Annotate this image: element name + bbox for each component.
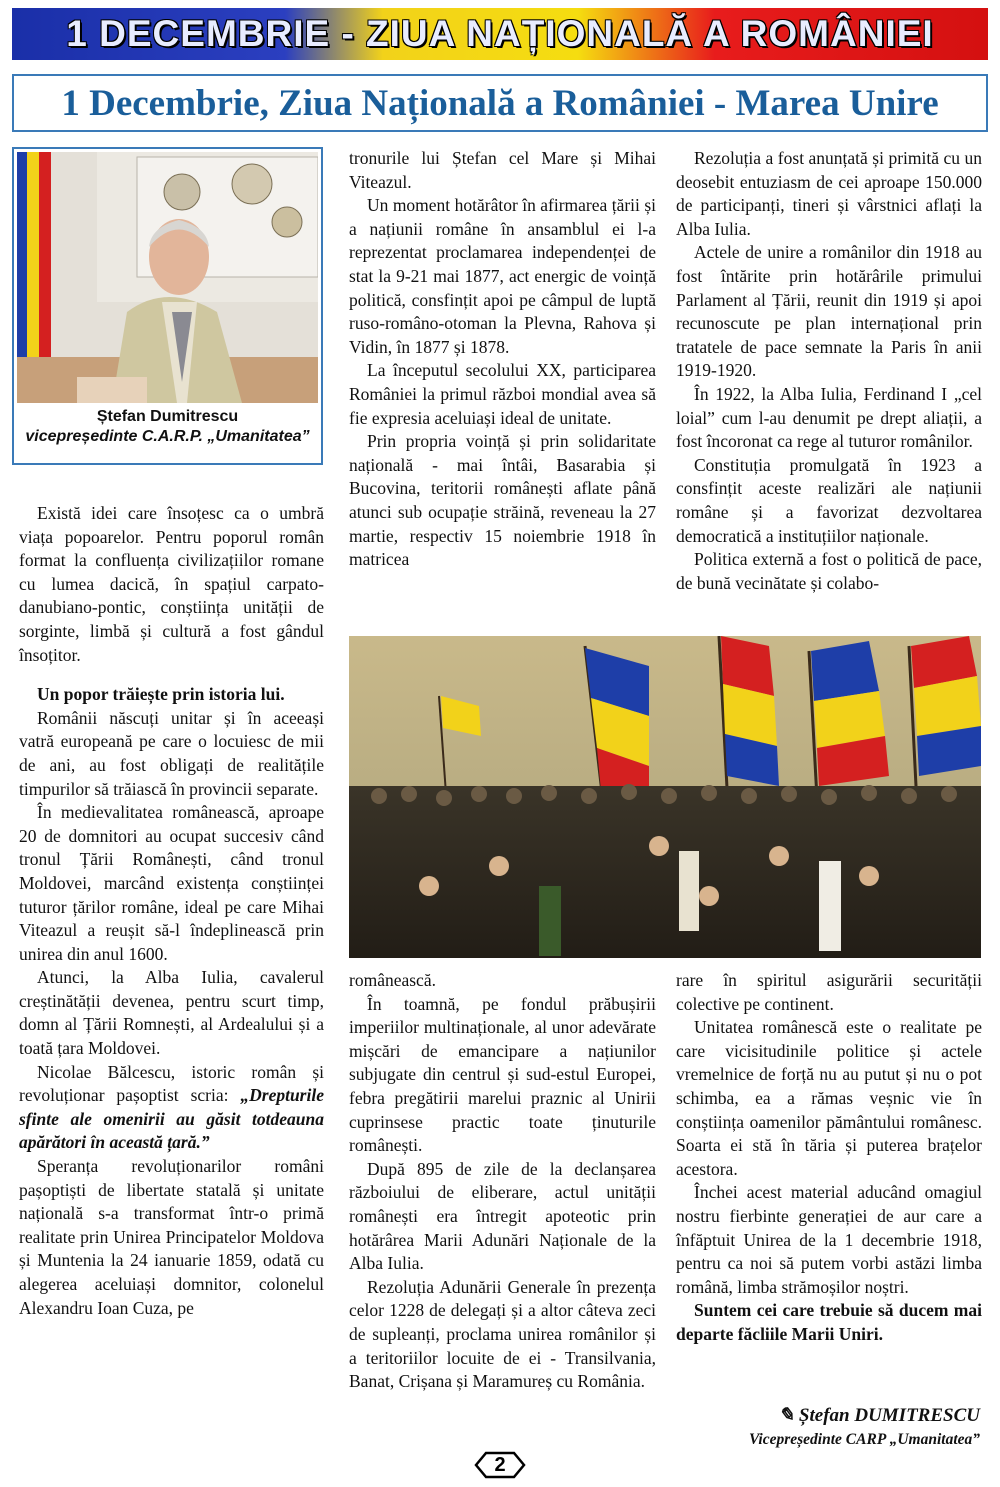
column-3-bottom <box>676 969 982 1347</box>
closing-text: Suntem cei care trebuie să ducem mai departe făcliile Marii Uniri. <box>676 1300 982 1344</box>
pencil-icon: ✎ <box>778 1405 795 1426</box>
column-2-top <box>349 147 656 572</box>
paragraph: Închei acest material aducând omagiul nostru fierbinte generației de aur care a înfăptuit Unirea de la 1 decembrie 1918, pentru ca noi să putem vorbi astăzi limba română, limba strămoșilor noștri. <box>676 1182 982 1297</box>
alba-iulia-painting <box>349 636 981 958</box>
paragraph: În toamnă, pe fondul prăbușirii imperiilor multinaționale, al unor adevărate mișcări de emancipare a națiunilor subjugate din centrul și sud-estul Europei, febra pregătirii marelui praznic al Unirii cuprinsese practic toate ținuturile românești. <box>349 993 656 1156</box>
quote-intro: Nicolae Bălcescu, istoric român și revoluționar pașoptist scria: <box>19 1061 324 1106</box>
paragraph: În 1922, la Alba Iulia, Ferdinand I „cel loial” cum l-au denumit pe drept aliații, a fost încoronat ca rege al tuturor românilor. <box>676 383 982 452</box>
article-title-box <box>12 74 988 132</box>
subheading-paragraph <box>19 683 324 707</box>
paragraph: tronurile lui Ștefan cel Mare și Mihai Viteazul. <box>349 148 656 192</box>
paragraph: După 895 de zile de la declanșarea războiului de eliberare, actul unității românești era întregit apoteotic prin hotărârea Marii Adunări Naționale de la Alba Iulia. <box>349 1158 656 1274</box>
article-title: 1 Decembrie, Ziua Națională a României - Marea Unire <box>61 82 939 124</box>
portrait-photo <box>17 152 318 403</box>
page-number-badge <box>474 1451 526 1479</box>
subheading: Un popor trăiește prin istoria lui. <box>37 684 285 705</box>
paragraph: Constituția promulgată în 1923 a consfințit aceste realizări ale națiunii române și a favorizat dezvoltarea democratică a instituțiilor naționale. <box>676 454 982 546</box>
paragraph: Actele de unire a românilor din 1918 au fost întărite prin hotărârile primului Parlament al Țării, reunit din 1919 și apoi recunoscute pe plan internațional prin tratatele de pace semnate la Paris în anii 1919-1920. <box>676 242 982 381</box>
portrait-frame <box>12 147 323 465</box>
paragraph: În medievalitatea românească, aproape 20 de domnitori au ocupat succesiv când tronul Țării Românești, când tronul Moldovei, marcând existența conștiinței tuturor țărilor române, ideal pe care Mihai Viteazul a reușit să-l îndeplinească prin unirea din anul 1600. <box>19 802 324 964</box>
column-2-bottom <box>349 969 656 1394</box>
page-number: 2 <box>494 1454 506 1476</box>
paragraph: Prin propria voință și prin solidaritate națională - mai întâi, Basarabia și Bucovina, teritorii românești aflate până atunci sub ocupație străină, reveneau la 27 martie, respectiv 15 noiembrie 1918 în matricea <box>349 431 656 570</box>
closing-paragraph <box>676 1299 982 1346</box>
paragraph-intro: Există idei care însoțesc ca o umbră viața popoarelor. Pentru poporul român format la confluența civilizațiilor romane cu lumea dacică, în spațiul carpato-danubiano-pontic, conștiința unității de sorginte, limbă și cultură a fost gândul însoțitor. <box>19 503 324 665</box>
paragraph: românească. <box>349 970 436 990</box>
paragraph: Rezoluția Adunării Generale în prezența celor 1228 de delegați și a altor câteva zeci de supleanți, proclama unirea românilor și a teritoriilor locuite de ei - Transilvania, Banat, Crișana și Maramureș cu România. <box>349 1276 656 1392</box>
portrait-caption <box>14 407 321 447</box>
portrait-name: Ștefan Dumitrescu <box>96 408 239 425</box>
paragraph: Politica externă a fost o politică de pace, de bună vecinătate și colabo- <box>676 549 982 593</box>
paragraph: rare în spiritul asigurării securității colective pe continent. <box>676 970 982 1014</box>
banner-text: 1 DECEMBRIE - ZIUA NAȚIONALĂ A ROMÂNIEI <box>66 13 934 54</box>
signature-name-line <box>749 1403 980 1429</box>
paragraph-quote <box>19 1061 324 1155</box>
author-signature <box>749 1403 980 1451</box>
paragraph: Speranța revoluționarilor români pașoptiști de libertate statală și unitate națională s-a transformat într-o primă realitate prin Unirea Principatelor Moldova și Muntenia la 24 ianuarie 1859, odată cu alegerea aceluiași domnitor, colonelul Alexandru Ioan Cuza, pe <box>19 1156 324 1318</box>
signature-role: Vicepreședinte CARP „Umanitatea” <box>748 1431 980 1448</box>
portrait-role: vicepreședinte C.A.R.P. „Umanitatea” <box>25 428 310 445</box>
balcescu-quote: „Drepturile sfinte ale omenirii au găsit totdeauna apărători în această țară.” <box>19 1085 324 1153</box>
paragraph: Un moment hotărâtor în afirmarea țării și a națiunii române în ansamblul ei l-a reprezentat proclamarea independenței de stat la 9-21 mai 1877, act energic de voință politică, consfințit apoi pe câmpul de luptă ruso-româno-otoman la Plevna, Rahova și Vidin, în 1877 și 1878. <box>349 195 656 357</box>
paragraph: Rezoluția a fost anunțată și primită cu un deosebit entuziasm de cei aproape 150.000 de participanți, tineri și vârstnici aflați la Alba Iulia. <box>676 148 982 239</box>
column-1 <box>19 502 324 1320</box>
paragraph: La începutul secolului XX, participarea României la primul război mondial avea să fie expresia aceluiași ideal de unitate. <box>349 360 656 428</box>
paragraph: Românii născuți unitar și în aceeași vatră europeană pe care o locuiesc de mii de ani, au fost obligați de realitățile timpurilor să trăiască în provincii separate. <box>19 707 324 799</box>
paragraph: Unitatea românescă este o realitate pe care vicisitudinile politice și actele vremelnice de forță nu au putut și nu o pot schimba, ea a rămas veșnic vie în conștiința oamenilor pământului românesc. Soarta ei stă în tăria și puterea brațelor acestora. <box>676 1017 982 1179</box>
paragraph: Atunci, la Alba Iulia, cavalerul creștinătății devenea, pentru scurt timp, domn al Țării Romnești, al Ardealului și a toată țara Moldovei. <box>19 967 324 1059</box>
header-banner <box>12 8 988 60</box>
signature-name: Ștefan DUMITRESCU <box>798 1405 980 1426</box>
column-3-top <box>676 147 982 595</box>
